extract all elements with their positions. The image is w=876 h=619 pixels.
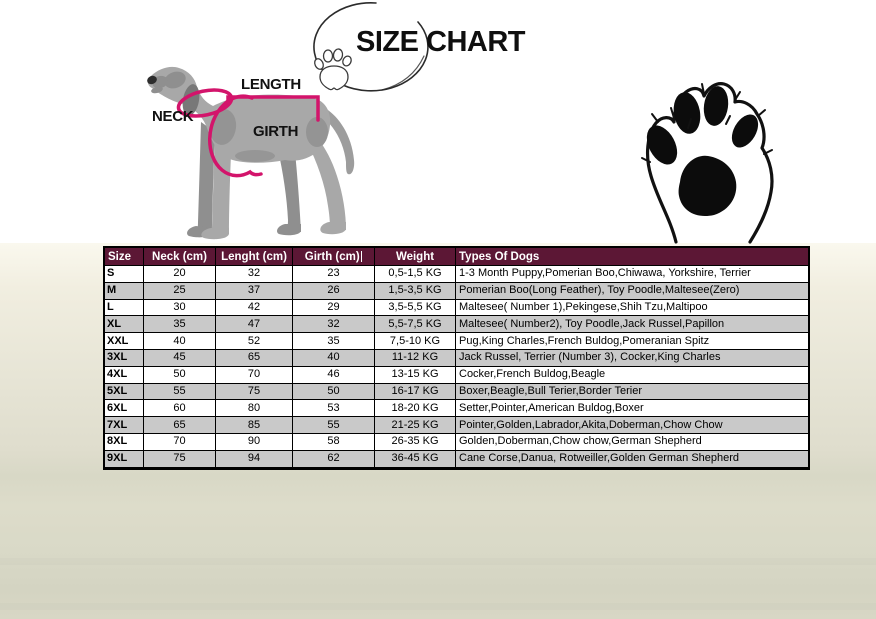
lenght-cell: 32 bbox=[216, 266, 293, 283]
text-cursor bbox=[361, 251, 363, 262]
types-cell: Jack Russel, Terrier (Number 3), Cocker,King Charles bbox=[456, 349, 810, 366]
girth-cell: 55 bbox=[293, 417, 375, 434]
table-row bbox=[104, 299, 809, 316]
girth-cell: 29 bbox=[293, 299, 375, 316]
table-row bbox=[104, 400, 809, 417]
size-table bbox=[103, 246, 810, 470]
lenght-cell: 85 bbox=[216, 417, 293, 434]
types-cell: Pug,King Charles,French Buldog,Pomeranian Spitz bbox=[456, 333, 810, 350]
table-row bbox=[104, 282, 809, 299]
paw-print-icon bbox=[638, 66, 793, 244]
weight-cell: 0,5-1,5 KG bbox=[375, 266, 456, 283]
size-cell: XXL bbox=[104, 333, 144, 350]
girth-cell: 58 bbox=[293, 433, 375, 450]
neck-cell: 30 bbox=[144, 299, 216, 316]
col-header-girth: Girth (cm) bbox=[293, 247, 375, 266]
lenght-cell: 70 bbox=[216, 366, 293, 383]
lenght-cell: 94 bbox=[216, 450, 293, 468]
weight-cell: 26-35 KG bbox=[375, 433, 456, 450]
weight-cell: 36-45 KG bbox=[375, 450, 456, 468]
col-header-size: Size bbox=[104, 247, 144, 266]
girth-cell: 26 bbox=[293, 282, 375, 299]
size-cell: 6XL bbox=[104, 400, 144, 417]
table-row bbox=[104, 433, 809, 450]
size-cell: L bbox=[104, 299, 144, 316]
neck-cell: 35 bbox=[144, 316, 216, 333]
types-cell: Maltesee( Number 1),Pekingese,Shih Tzu,Maltipoo bbox=[456, 299, 810, 316]
types-cell: Pomerian Boo(Long Feather), Toy Poodle,Maltesee(Zero) bbox=[456, 282, 810, 299]
col-header-lenght: Lenght (cm) bbox=[216, 247, 293, 266]
length-label: LENGTH bbox=[241, 76, 301, 93]
table-row bbox=[104, 316, 809, 333]
lenght-cell: 75 bbox=[216, 383, 293, 400]
table-row bbox=[104, 450, 809, 468]
weight-cell: 21-25 KG bbox=[375, 417, 456, 434]
neck-cell: 60 bbox=[144, 400, 216, 417]
weight-cell: 13-15 KG bbox=[375, 366, 456, 383]
weight-cell: 5,5-7,5 KG bbox=[375, 316, 456, 333]
neck-cell: 40 bbox=[144, 333, 216, 350]
size-cell: 5XL bbox=[104, 383, 144, 400]
table-row bbox=[104, 349, 809, 366]
lenght-cell: 42 bbox=[216, 299, 293, 316]
weight-cell: 3,5-5,5 KG bbox=[375, 299, 456, 316]
girth-cell: 62 bbox=[293, 450, 375, 468]
girth-cell: 32 bbox=[293, 316, 375, 333]
neck-cell: 20 bbox=[144, 266, 216, 283]
weight-cell: 18-20 KG bbox=[375, 400, 456, 417]
girth-cell: 23 bbox=[293, 266, 375, 283]
background-band bbox=[0, 558, 876, 565]
neck-cell: 25 bbox=[144, 282, 216, 299]
neck-cell: 75 bbox=[144, 450, 216, 468]
types-cell: Pointer,Golden,Labrador,Akita,Doberman,Chow Chow bbox=[456, 417, 810, 434]
neck-cell: 50 bbox=[144, 366, 216, 383]
girth-cell: 50 bbox=[293, 383, 375, 400]
dog-illustration bbox=[115, 52, 365, 242]
girth-cell: 46 bbox=[293, 366, 375, 383]
col-header-types: Types Of Dogs bbox=[456, 247, 810, 266]
lenght-cell: 47 bbox=[216, 316, 293, 333]
girth-cell: 53 bbox=[293, 400, 375, 417]
neck-cell: 45 bbox=[144, 349, 216, 366]
size-cell: S bbox=[104, 266, 144, 283]
size-cell: 4XL bbox=[104, 366, 144, 383]
girth-label: GIRTH bbox=[253, 123, 299, 140]
neck-label: NECK bbox=[152, 108, 194, 125]
col-header-neck: Neck (cm) bbox=[144, 247, 216, 266]
table-row bbox=[104, 417, 809, 434]
table-row bbox=[104, 266, 809, 283]
girth-cell: 35 bbox=[293, 333, 375, 350]
size-cell: 3XL bbox=[104, 349, 144, 366]
types-cell: Cane Corse,Danua, Rotweiller,Golden German Shepherd bbox=[456, 450, 810, 468]
types-cell: Maltesee( Number2), Toy Poodle,Jack Russel,Papillon bbox=[456, 316, 810, 333]
size-cell: 8XL bbox=[104, 433, 144, 450]
page-title: SIZE CHART bbox=[356, 26, 525, 58]
girth-cell: 40 bbox=[293, 349, 375, 366]
col-header-weight: Weight bbox=[375, 247, 456, 266]
types-cell: Cocker,French Buldog,Beagle bbox=[456, 366, 810, 383]
types-cell: Golden,Doberman,Chow chow,German Shepherd bbox=[456, 433, 810, 450]
weight-cell: 1,5-3,5 KG bbox=[375, 282, 456, 299]
table-header-row bbox=[104, 247, 809, 266]
size-cell: M bbox=[104, 282, 144, 299]
size-cell: 9XL bbox=[104, 450, 144, 468]
types-cell: Boxer,Beagle,Bull Terier,Border Terier bbox=[456, 383, 810, 400]
weight-cell: 7,5-10 KG bbox=[375, 333, 456, 350]
lenght-cell: 65 bbox=[216, 349, 293, 366]
size-cell: XL bbox=[104, 316, 144, 333]
table-row bbox=[104, 366, 809, 383]
lenght-cell: 37 bbox=[216, 282, 293, 299]
size-cell: 7XL bbox=[104, 417, 144, 434]
table-row bbox=[104, 383, 809, 400]
weight-cell: 11-12 KG bbox=[375, 349, 456, 366]
lenght-cell: 52 bbox=[216, 333, 293, 350]
lenght-cell: 90 bbox=[216, 433, 293, 450]
neck-cell: 65 bbox=[144, 417, 216, 434]
types-cell: 1-3 Month Puppy,Pomerian Boo,Chiwawa, Yorkshire, Terrier bbox=[456, 266, 810, 283]
background-band bbox=[0, 603, 876, 610]
weight-cell: 16-17 KG bbox=[375, 383, 456, 400]
neck-cell: 55 bbox=[144, 383, 216, 400]
table-row bbox=[104, 333, 809, 350]
lenght-cell: 80 bbox=[216, 400, 293, 417]
neck-cell: 70 bbox=[144, 433, 216, 450]
types-cell: Setter,Pointer,American Buldog,Boxer bbox=[456, 400, 810, 417]
